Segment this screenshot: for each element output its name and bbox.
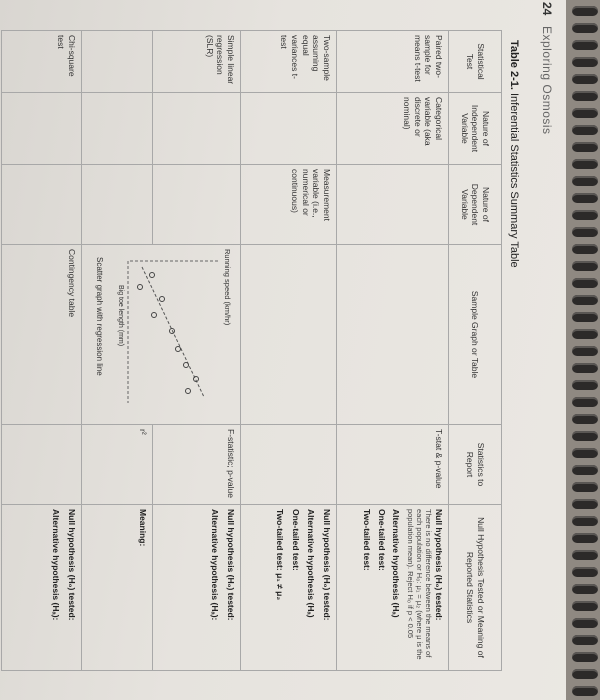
binding-coil xyxy=(572,159,598,169)
stats-cell xyxy=(2,425,82,505)
binding-coil xyxy=(572,584,598,594)
table-row xyxy=(153,31,241,671)
binding-coil xyxy=(572,142,598,152)
dependent-variable-cell xyxy=(337,165,449,245)
page-number: 24 xyxy=(540,2,554,16)
binding-coil xyxy=(572,601,598,611)
binding-coil xyxy=(572,227,598,237)
sample-cell: Contingency table xyxy=(2,245,82,425)
chapter-title: Exploring Osmosis xyxy=(540,26,554,135)
meaning-line: Null hypothesis (H₀) tested: xyxy=(226,509,236,621)
binding-coil xyxy=(572,567,598,577)
meaning-line: Null hypothesis (H₀) tested: xyxy=(434,509,444,621)
binding-coil xyxy=(572,533,598,543)
binding-coil xyxy=(572,465,598,475)
binding-coil xyxy=(572,652,598,662)
data-point xyxy=(150,273,155,278)
dependent-variable-cell xyxy=(82,165,153,245)
binding-coil xyxy=(572,278,598,288)
binding-coil xyxy=(572,210,598,220)
stats-cell: T-stat & p-value xyxy=(337,425,449,505)
column-header: Nature of Dependent Variable xyxy=(449,165,502,245)
meaning-cell xyxy=(82,505,153,671)
sample-graph-cell xyxy=(82,245,241,425)
binding-coil xyxy=(572,363,598,373)
independent-variable-cell xyxy=(241,93,337,165)
binding-coil xyxy=(572,550,598,560)
binding-coil xyxy=(572,91,598,101)
binding-coil xyxy=(572,329,598,339)
test-name-cell: Chi-square test xyxy=(2,31,82,93)
binding-coil xyxy=(572,346,598,356)
meaning-cell xyxy=(241,505,337,671)
binding-coil xyxy=(572,261,598,271)
data-point xyxy=(152,313,157,318)
meaning-line: Alternative hypothesis (Hₐ): xyxy=(210,509,221,621)
data-point xyxy=(186,389,191,394)
binding-coil xyxy=(572,482,598,492)
binding-coil xyxy=(572,244,598,254)
data-point xyxy=(176,347,181,352)
table-caption-text: Inferential Statistics Summary Table xyxy=(508,93,520,268)
meaning-cell xyxy=(2,505,82,671)
dependent-variable-cell xyxy=(2,165,82,245)
binding-coil xyxy=(572,108,598,118)
binding-coil xyxy=(572,74,598,84)
stats-cell xyxy=(241,425,337,505)
binding-coil xyxy=(572,414,598,424)
column-header: Sample Graph or Table xyxy=(449,245,502,425)
graph-y-label: Running speed (km/hr) xyxy=(223,249,232,326)
data-point xyxy=(184,363,189,368)
binding-coil xyxy=(572,669,598,679)
binding-coil xyxy=(572,618,598,628)
binding-coil xyxy=(572,516,598,526)
meaning-line: Alternative hypothesis (Hₐ): xyxy=(51,509,62,621)
independent-variable-cell xyxy=(153,93,241,165)
graph-caption: Scatter graph with regression line xyxy=(95,257,104,376)
table-header-row xyxy=(449,31,502,671)
binding-coil xyxy=(572,380,598,390)
binding-coil xyxy=(572,499,598,509)
binding-coil xyxy=(572,635,598,645)
table-caption-label: Table 2-1. xyxy=(508,40,520,90)
binding-coil xyxy=(572,431,598,441)
test-name-cell: Simple linear regression (SLR) xyxy=(153,31,241,93)
binding-coil xyxy=(572,125,598,135)
table-row xyxy=(241,31,337,671)
stats-cell: r² xyxy=(82,425,153,505)
binding-coil xyxy=(572,176,598,186)
meaning-line: One-tailed test: xyxy=(376,509,387,571)
test-name-cell xyxy=(82,31,153,93)
binding-coil xyxy=(572,57,598,67)
test-name-cell: Paired two-sample for means t-test xyxy=(337,31,449,93)
binding-coil xyxy=(572,6,598,16)
meaning-line: Two-tailed test: xyxy=(362,509,372,571)
binding-coil xyxy=(572,295,598,305)
graph-x-label: Big toe length (mm) xyxy=(117,285,124,347)
dependent-variable-cell xyxy=(153,165,241,245)
dependent-variable-cell: Measurement variable (i.e., numerical or continuous) xyxy=(241,165,337,245)
meaning-line: Null hypothesis (H₀) tested: xyxy=(67,509,77,621)
binding-coil xyxy=(572,448,598,458)
column-header: Nature of Independent Variable xyxy=(449,93,502,165)
test-name-cell: Two-sample assuming equal variances t-test xyxy=(241,31,337,93)
binding-coil xyxy=(572,686,598,696)
data-point xyxy=(160,297,165,302)
column-header: Null Hypothesis Tested or Meaning of Reported Statistics xyxy=(449,505,502,671)
independent-variable-cell xyxy=(2,93,82,165)
sample-cell xyxy=(337,245,449,425)
column-header: Statistical Test xyxy=(449,31,502,93)
meaning-line: Null hypothesis (H₀) tested: xyxy=(322,509,332,621)
meaning-line: Two-tailed test: μ₁ ≠ μ₂ xyxy=(275,509,286,601)
column-header: Statistics to Report xyxy=(449,425,502,505)
binding-coil xyxy=(572,40,598,50)
meaning-line: Alternative hypothesis (Hₐ) xyxy=(391,509,402,618)
inferential-statistics-table xyxy=(1,30,502,671)
meaning-cell xyxy=(337,505,449,671)
spiral-binding xyxy=(566,0,600,700)
meaning-line: Alternative hypothesis (Hₐ) xyxy=(306,509,317,618)
table-row xyxy=(337,31,449,671)
regression-line xyxy=(142,267,204,397)
binding-coil xyxy=(572,193,598,203)
scatter-graph xyxy=(86,249,236,420)
stats-cell: F-statistic; p-value xyxy=(153,425,241,505)
independent-variable-cell: Categorical variable (aka discrete or nominal) xyxy=(337,93,449,165)
binding-coil xyxy=(572,312,598,322)
binding-coil xyxy=(572,397,598,407)
table-caption xyxy=(508,40,520,268)
binding-coil xyxy=(572,23,598,33)
table-row xyxy=(2,31,82,671)
meaning-line: One-tailed test: xyxy=(290,509,301,571)
sample-cell xyxy=(241,245,337,425)
independent-variable-cell xyxy=(82,93,153,165)
meaning-line: There is no difference between the means of each population or H₀: μ₁ = μ₂ (where μ is the population mean). Reject H₀ if p < 0.05 xyxy=(405,509,434,660)
meaning-cell xyxy=(153,505,241,671)
scatter-plot-svg xyxy=(122,257,222,407)
meaning-line: Meaning: xyxy=(138,509,149,547)
data-point xyxy=(138,285,143,290)
